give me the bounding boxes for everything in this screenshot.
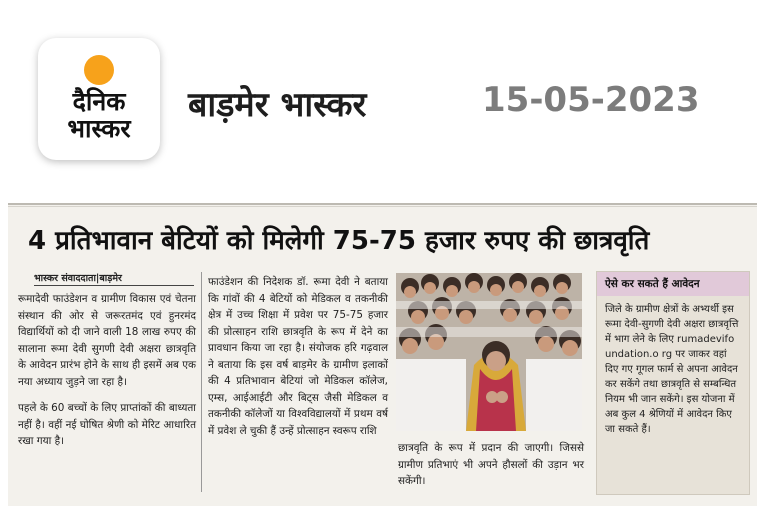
article-byline: भास्कर संवाददाता|बाड़मेर xyxy=(34,273,122,284)
column-1-paragraph-1: रूमादेवी फाउंडेशन व ग्रामीण विकास एवं चेतना संस्थान की ओर से जरूरतमंद एवं हुनरमंद विद्यार्थियों को दी जाने वाली 18 लाख रुपए की सालाना रूमा देवी सुगणी देवी अक्षरा छात्रवृति के आवेदन प्रारंभ होने के साथ ही इसमें अब एक नया अध्याय जुड़ने जा रहा है। xyxy=(18,293,196,388)
how-to-apply-title: ऐसे कर सकते हैं आवेदन xyxy=(597,272,749,296)
dainik-bhaskar-logo xyxy=(38,38,160,160)
article-column-2: फाउंडेशन की निदेशक डॉ. रूमा देवी ने बताया कि गांवों की 4 बेटियों को मेडिकल व तकनीकी क्षेत्र में उच्च शिक्षा में प्रवेश पर 75-75 हजार की प्रोत्साहन राशि छात्रवृति के रूप में देने का प्रावधान किया जा रहा है। संयोजक हरि गढ़वाल ने बताया कि इस वर्ष बाड़मेर के ग्रामीण इलाकों की 4 प्रतिभावान बेटियां जो मेडिकल कॉलेज, एम्स, आईआईटी और बिट्स जैसी मेडिकल व तकनीकी कॉलेजों या विश्वविद्यालयों में प्रथम वर्ष में प्रवेश ले चुकी हैं उन्हें प्रोत्साहन स्वरूप राशि xyxy=(208,276,388,437)
students-photo xyxy=(396,273,582,431)
logo-text-line1: दैनिक xyxy=(72,87,126,116)
page-header xyxy=(0,0,757,200)
how-to-apply-text: जिले के ग्रामीण क्षेत्रों के अभ्यर्थी इस रूमा देवी-सुगणी देवी अक्षरा छात्रवृत्ति में भाग लेने के लिए rumadevifo undation.o rg पर जाकर वहां दिए गए गूगल फार्म से अपना आवेदन कर सकेंगे तथा छात्रवृति से सम्बन्धित नियम भी जान सकेंगे। इस योजना में अब कुल 4 श्रेणियों में आवेदन किए जा सकते हैं। xyxy=(605,304,739,435)
how-to-apply-box xyxy=(596,271,750,495)
column-1-paragraph-2: पहले के 60 बच्चों के लिए प्राप्तांकों की बाध्यता नहीं है। वहीं नई घोषित श्रेणी को मेरिट आधारित रखा गया है। xyxy=(18,402,196,447)
edition-title: बाड़मेर भास्कर xyxy=(188,85,367,125)
byline-divider xyxy=(34,285,194,286)
logo-text-line2: भास्कर xyxy=(67,114,131,143)
edition-date: 15-05-2023 xyxy=(482,80,700,120)
clipping-top-rule-thin xyxy=(8,206,757,207)
sun-icon xyxy=(84,55,114,85)
article-column-1 xyxy=(18,291,196,450)
column-divider xyxy=(201,272,202,492)
clipping-top-rule xyxy=(8,203,757,205)
article-headline: 4 प्रतिभावान बेटियों को मिलेगी 75-75 हजार रुपए की छात्रवृति xyxy=(28,226,650,256)
article-column-3: छात्रवृति के रूप में प्रदान की जाएगी। जिससे ग्रामीण प्रतिभाएं भी अपने हौसलों की उड़ान भर सकेंगी। xyxy=(398,442,584,487)
